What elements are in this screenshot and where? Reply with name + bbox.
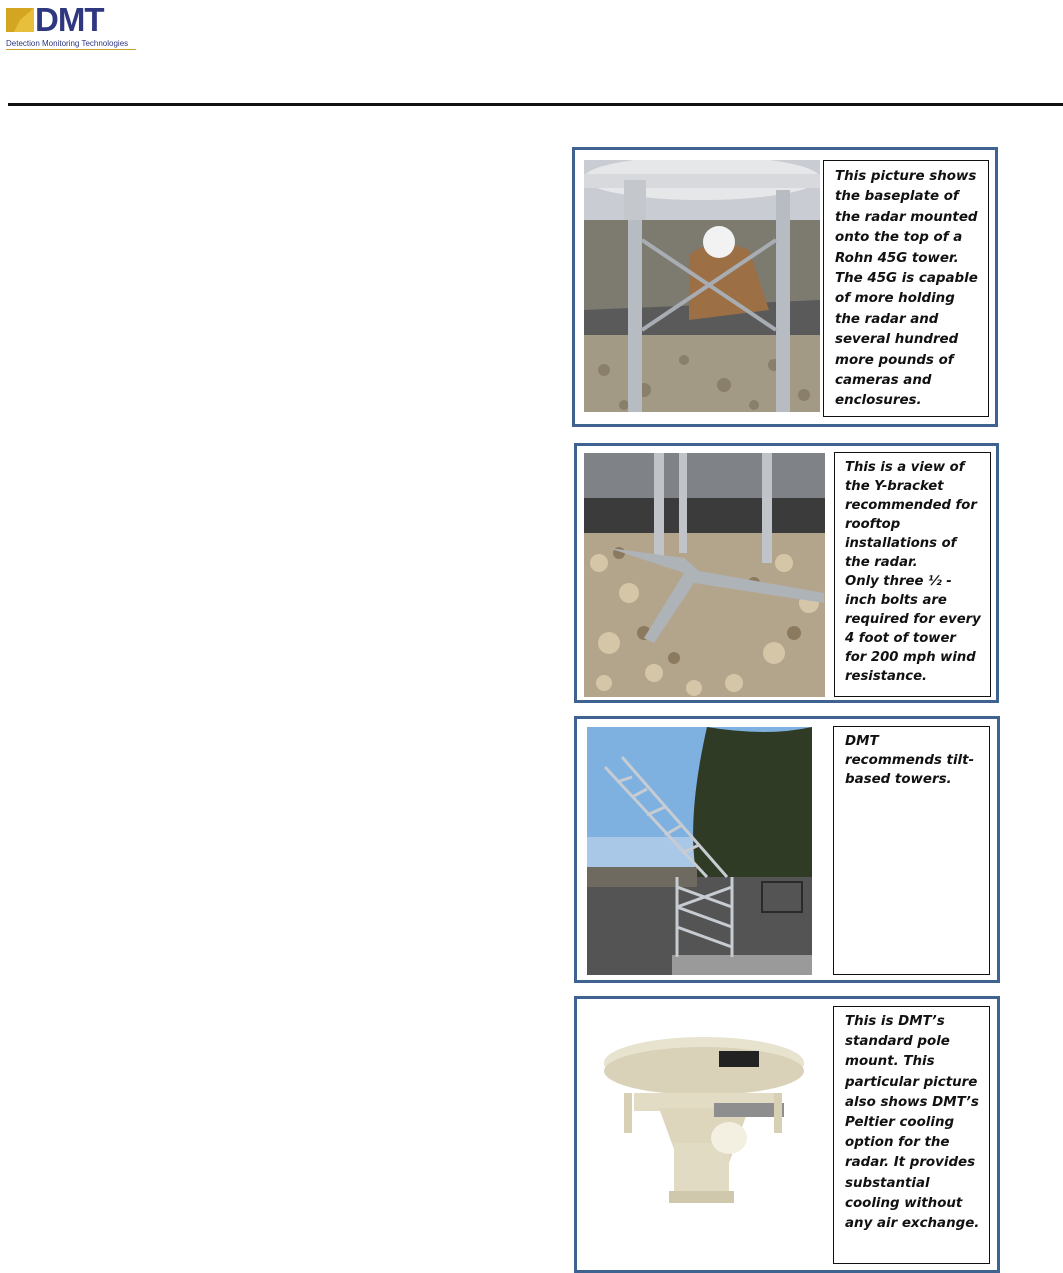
caption-line: the baseplate of: [835, 189, 959, 205]
caption-line: more pounds of: [835, 352, 954, 368]
caption-line: This is a view of: [845, 460, 965, 475]
caption-line: Only three ½ -: [845, 574, 952, 589]
logo-word: DMT: [35, 1, 104, 38]
dmt-logo-mark-icon: [6, 6, 36, 36]
caption-line: the radar mounted: [835, 209, 978, 225]
caption-line: Peltier cooling: [845, 1115, 955, 1131]
caption-line: 4 foot of tower: [845, 631, 956, 646]
caption-line: cooling without: [845, 1195, 963, 1211]
caption-line: based towers.: [845, 772, 952, 787]
tilt-tower-photo: [587, 727, 812, 975]
caption-line: the radar and: [835, 311, 939, 327]
y-bracket-caption: [834, 452, 991, 697]
y-bracket-rooftop-photo: [584, 453, 825, 697]
caption-line: substantial: [845, 1175, 930, 1191]
baseplate-caption: [823, 160, 989, 417]
caption-line: any air exchange.: [845, 1216, 980, 1232]
caption-line: recommended for: [845, 498, 977, 513]
caption-line: mount. This: [845, 1054, 935, 1070]
photo-panel-tilt-tower: [574, 716, 1000, 983]
caption-line: This picture shows: [835, 169, 977, 184]
caption-line: DMT: [845, 734, 879, 749]
caption-line: The 45G is capable: [835, 271, 978, 287]
caption-line: standard pole: [845, 1034, 950, 1050]
caption-line: radar. It provides: [845, 1155, 976, 1171]
photo-panel-y-bracket: [574, 443, 999, 703]
tilt-tower-caption: [833, 726, 990, 975]
header-divider: [8, 103, 1063, 106]
caption-line: Rohn 45G tower.: [835, 250, 959, 266]
caption-line: the radar.: [845, 555, 918, 570]
caption-line: This is DMT’s: [845, 1014, 945, 1029]
caption-line: resistance.: [845, 669, 928, 684]
caption-line: option for the: [845, 1135, 950, 1151]
caption-line: cameras and: [835, 373, 932, 389]
pole-mount-peltier-photo: [599, 1033, 809, 1208]
caption-line: the Y-bracket: [845, 479, 944, 494]
radar-baseplate-on-tower-photo: [584, 160, 820, 412]
caption-line: required for every: [845, 612, 981, 627]
caption-line: particular picture: [845, 1074, 978, 1090]
caption-line: also shows DMT’s: [845, 1094, 979, 1110]
caption-line: recommends tilt-: [845, 753, 975, 768]
photo-panel-baseplate: [572, 147, 998, 427]
caption-line: of more holding: [835, 291, 955, 307]
caption-line: inch bolts are: [845, 593, 947, 608]
caption-line: several hundred: [835, 332, 959, 348]
logo-tagline: Detection Monitoring Technologies: [6, 39, 136, 50]
caption-line: for 200 mph wind: [845, 650, 976, 665]
caption-line: rooftop: [845, 517, 901, 532]
caption-line: onto the top of a: [835, 230, 963, 246]
pole-mount-caption: [833, 1006, 990, 1264]
caption-line: enclosures.: [835, 393, 922, 409]
photo-panel-pole-mount: [574, 996, 1000, 1273]
caption-line: installations of: [845, 536, 957, 551]
dmt-logo: [6, 1, 136, 52]
